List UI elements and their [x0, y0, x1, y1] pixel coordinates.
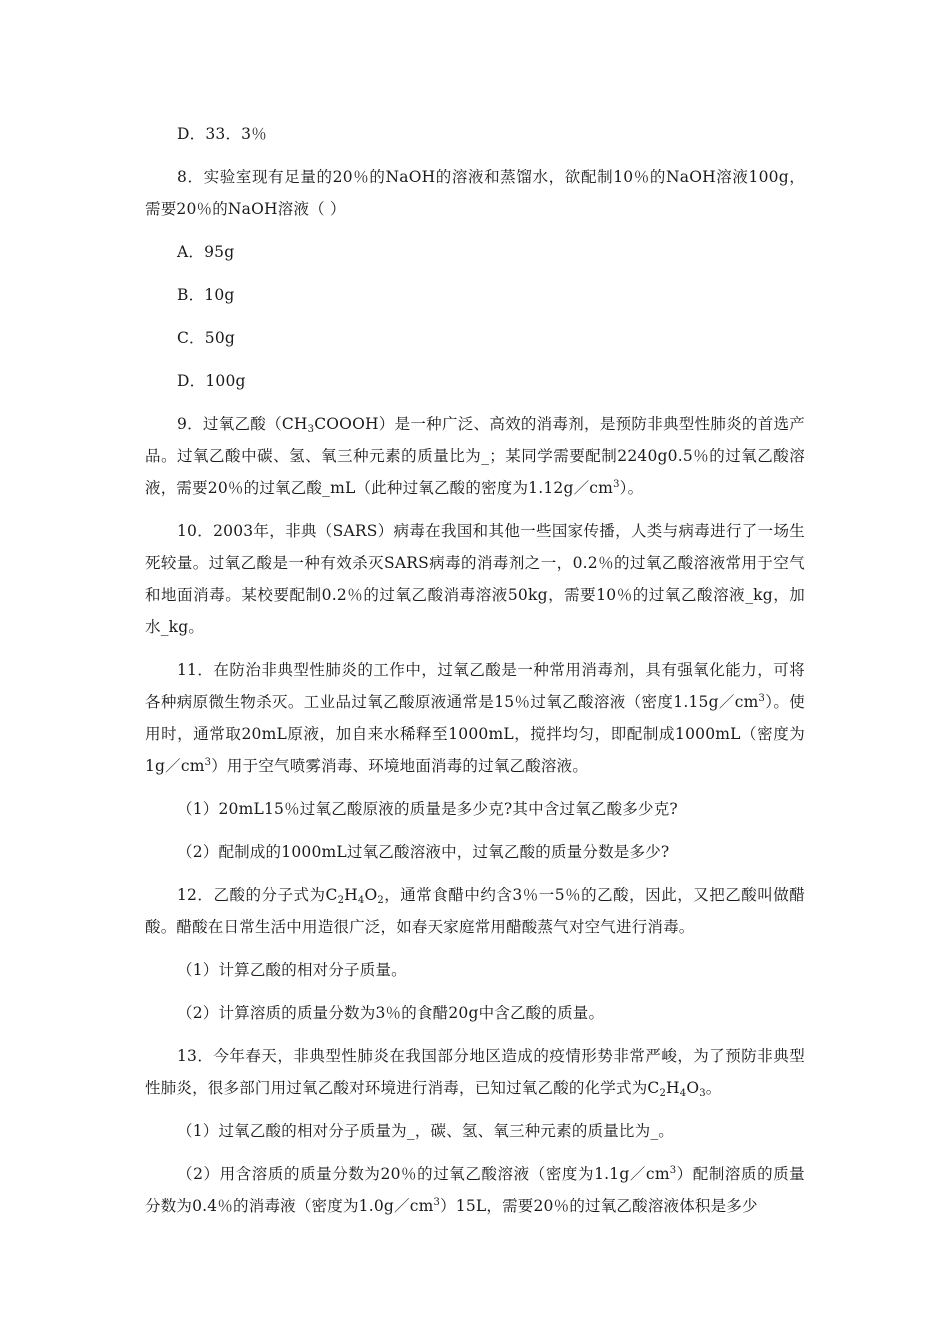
q8-option-a: A．95g: [177, 243, 235, 261]
q11-stem: 11．在防治非典型性肺炎的工作中，过氧乙酸是一种常用消毒剂，具有强氧化能力，可将各种病原微生物杀灭。工业品过氧乙酸原液通常是15％过氧乙酸溶液（密度$1.15g/cm^3$）。使用时，通常取20mL原液，加自来水稀释至1000mL，搅拌均匀，即配制成1000mL（密度为$1g/cm^3$）用于空气喷雾消毒、环境地面消毒的过氧乙酸溶液。: [145, 661, 805, 775]
q13-sub-question-1: （1）过氧乙酸的相对分子质量为_，碳、氢、氧三种元素的质量比为_。: [177, 1122, 674, 1140]
q8-stem: 8．实验室现有足量的20％的NaOH的溶液和蒸馏水，欲配制10％的NaOH溶液100g，需要20％的NaOH溶液（ ）: [145, 168, 805, 218]
q12-sub-question-2: （2）计算溶质的质量分数为3％的食醋20g中含乙酸的质量。: [177, 1004, 605, 1022]
q8-option-d: D．100g: [177, 372, 246, 390]
q7-option-d: D．33．3％: [177, 125, 267, 143]
q11-sub-question-1: （1）20mL15％过氧乙酸原液的质量是多少克?其中含过氧乙酸多少克?: [177, 800, 678, 818]
q11-sub-question-2: （2）配制成的1000mL过氧乙酸溶液中，过氧乙酸的质量分数是多少?: [177, 843, 670, 861]
q8-option-c: C．50g: [177, 329, 236, 347]
q8-option-b: B．10g: [177, 286, 235, 304]
q13-sub-question-2: （2）用含溶质的质量分数为20％的过氧乙酸溶液（密度为$1.1g/cm^3$）配制溶质的质量分数为0.4％的消毒液（密度为$1.0g/cm^3)15L$，需要20％的过氧乙酸溶液体积是多少: [145, 1165, 805, 1215]
q9-stem: 9．过氧乙酸$(CH_3COOOH)$是一种广泛、高效的消毒剂，是预防非典型性肺炎的首选产品。过氧乙酸中碳、氢、氧三种元素的质量比为_；某同学需要配制2240g0.5％的过氧乙酸溶液，需要20％的过氧乙酸_mL（此种过氧乙酸的密度为$1.12g/cm^3$）。: [145, 415, 805, 497]
q12-stem: 12．乙酸的分子式为$C_2H_4O_2$，通常食醋中约含3％一5％的乙酸，因此，又把乙酸叫做醋酸。醋酸在日常生活中用造很广泛，如春天家庭常用醋酸蒸气对空气进行消毒。: [145, 886, 805, 936]
q13-stem: 13．今年春天，非典型性肺炎在我国部分地区造成的疫情形势非常严峻，为了预防非典型性肺炎，很多部门用过氧乙酸对环境进行消毒，已知过氧乙酸的化学式为$C_2H_4O_3$。: [145, 1047, 805, 1099]
q12-sub-question-1: （1）计算乙酸的相对分子质量。: [177, 961, 407, 979]
document-content: [145, 118, 805, 1233]
q10-stem: 10．2003年，非典（SARS）病毒在我国和其他一些国家传播，人类与病毒进行了一场生死较量。过氧乙酸是一种有效杀灭SARS病毒的消毒剂之一，0.2％的过氧乙酸溶液常用于空气和地面消毒。某校要配制0.2％的过氧乙酸消毒溶液50kg，需要10％的过氧乙酸溶液_kg，加水_kg。: [145, 522, 805, 636]
